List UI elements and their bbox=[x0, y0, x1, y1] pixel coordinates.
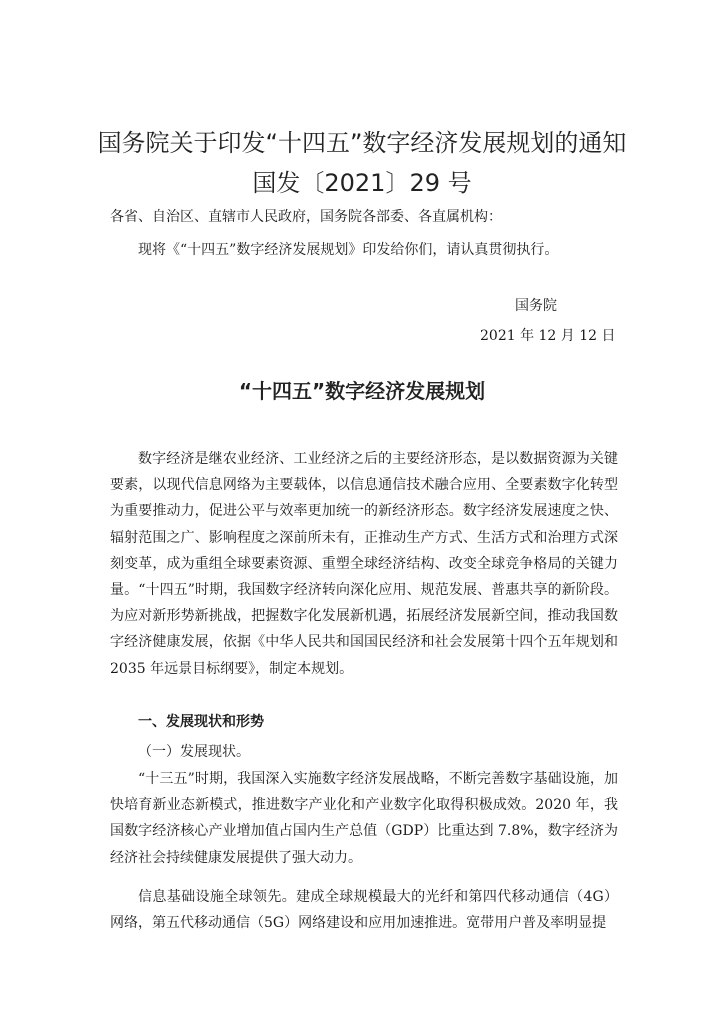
notice-instruction: 现将《“十四五”数字经济发展规划》印发给你们，请认真贯彻执行。 bbox=[138, 242, 559, 258]
notice-date: 2021 年 12 月 12 日 bbox=[480, 328, 616, 344]
plan-title: “十四五”数字经济发展规划 bbox=[238, 379, 486, 403]
section-heading-1: 一、发展现状和形势 bbox=[138, 714, 264, 730]
plan-intro-paragraph: 数字经济是继农业经济、工业经济之后的主要经济形态，是以数据资源为关键要素，以现代信息网络为主要载体，以信息通信技术融合应用、全要素数字化转型为重要推动力，促进公平与效率更加统一的新经济形态。数字经济发展速度之快、辐射范围之广、影响程度之深前所未有，正推动生产方式、生活方式和治理方式深刻变革，成为重组全球要素资源、重塑全球经济结构、改变全球竞争格局的关键力量。“十四五”时期，我国数字经济转向深化应用、规范发展、普惠共享的新阶段。为应对新形势新挑战，把握数字化发展新机遇，拓展经济发展新空间，推动我国数字经济健康发展，依据《中华人民共和国国民经济和社会发展第十四个五年规划和 2035 年远景目标纲要》，制定本规划。 bbox=[110, 451, 618, 677]
notice-document-number: 国发〔2021〕29 号 bbox=[252, 169, 472, 197]
section-paragraph-1: “十三五”时期，我国深入实施数字经济发展战略，不断完善数字基础设施，加快培育新业态新模式，推进数字产业化和产业数字化取得积极成效。2020 年，我国数字经济核心产业增加值占国内生产总值（GDP）比重达到 7.8%，数字经济为经济社会持续健康发展提供了强大动力。 bbox=[110, 771, 618, 866]
section-paragraph-2: 信息基础设施全球领先。建成全球规模最大的光纤和第四代移动通信（4G）网络，第五代移动通信（5G）网络建设和应用加速推进。宽带用户普及率明显提 bbox=[110, 889, 618, 932]
notice-salutation: 各省、自治区、直辖市人民政府，国务院各部委、各直属机构： bbox=[110, 209, 502, 225]
notice-issuer: 国务院 bbox=[515, 298, 557, 314]
section-subheading-1: （一）发展现状。 bbox=[138, 744, 250, 760]
notice-title: 国务院关于印发“十四五”数字经济发展规划的通知 bbox=[97, 129, 627, 157]
